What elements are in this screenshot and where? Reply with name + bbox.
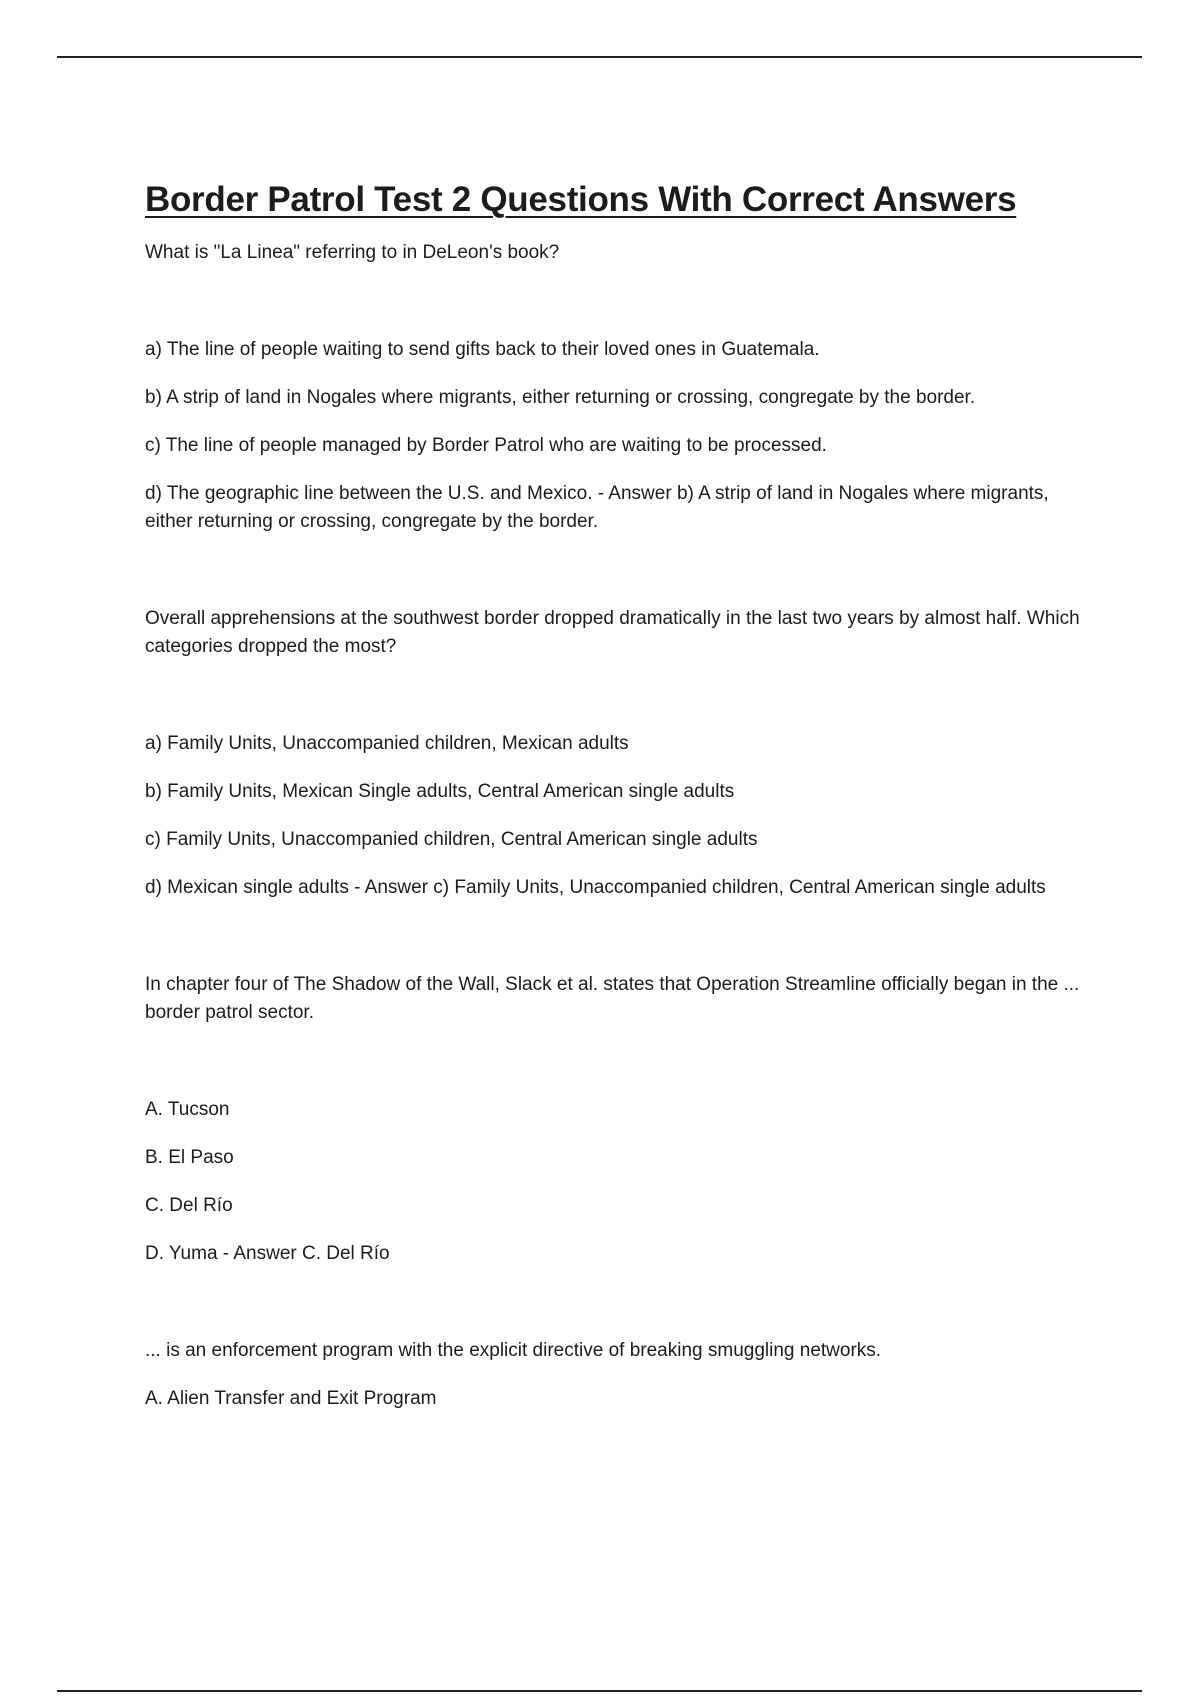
answer-option-with-answer: d) Mexican single adults - Answer c) Family Units, Unaccompanied children, Central American single adults (145, 877, 1046, 898)
answer-option-with-answer: d) The geographic line between the U.S. and Mexico. - Answer b) A strip of land in Nogales where migrants, either returning or crossing, congregate by the border. (145, 483, 1049, 532)
question-4 (145, 1337, 1095, 1413)
answer-option: c) Family Units, Unaccompanied children, Central American single adults (145, 829, 758, 850)
answer-option: a) The line of people waiting to send gifts back to their loved ones in Guatemala. (145, 339, 820, 360)
document-title: Border Patrol Test 2 Questions With Correct Answers (145, 180, 1017, 219)
answer-option: B. El Paso (145, 1147, 234, 1168)
question-stem: Overall apprehensions at the southwest border dropped dramatically in the last two years by almost half. Which categories dropped the most? (145, 608, 1080, 657)
answer-option: A. Alien Transfer and Exit Program (145, 1388, 437, 1409)
answer-option: c) The line of people managed by Border Patrol who are waiting to be processed. (145, 435, 827, 456)
question-3 (145, 971, 1095, 1268)
header-rule (57, 56, 1142, 58)
footer-rule (57, 1690, 1142, 1692)
question-spacer (145, 536, 1095, 605)
document-body (145, 178, 1095, 1413)
answer-option: b) Family Units, Mexican Single adults, Central American single adults (145, 781, 735, 802)
answer-option: b) A strip of land in Nogales where migrants, either returning or crossing, congregate by the border. (145, 387, 976, 408)
answer-option: C. Del Río (145, 1195, 233, 1216)
question-2 (145, 605, 1095, 902)
question-spacer (145, 1268, 1095, 1337)
answer-option-with-answer: D. Yuma - Answer C. Del Río (145, 1243, 390, 1264)
question-stem: What is "La Linea" referring to in DeLeon's book? (145, 242, 560, 263)
question-stem: ... is an enforcement program with the explicit directive of breaking smuggling networks. (145, 1340, 882, 1361)
question-stem: In chapter four of The Shadow of the Wall, Slack et al. states that Operation Streamline officially began in the ... border patrol sector. (145, 974, 1080, 1023)
answer-option: a) Family Units, Unaccompanied children, Mexican adults (145, 733, 629, 754)
question-spacer (145, 902, 1095, 971)
answer-option: A. Tucson (145, 1099, 230, 1120)
question-1 (145, 239, 1095, 536)
